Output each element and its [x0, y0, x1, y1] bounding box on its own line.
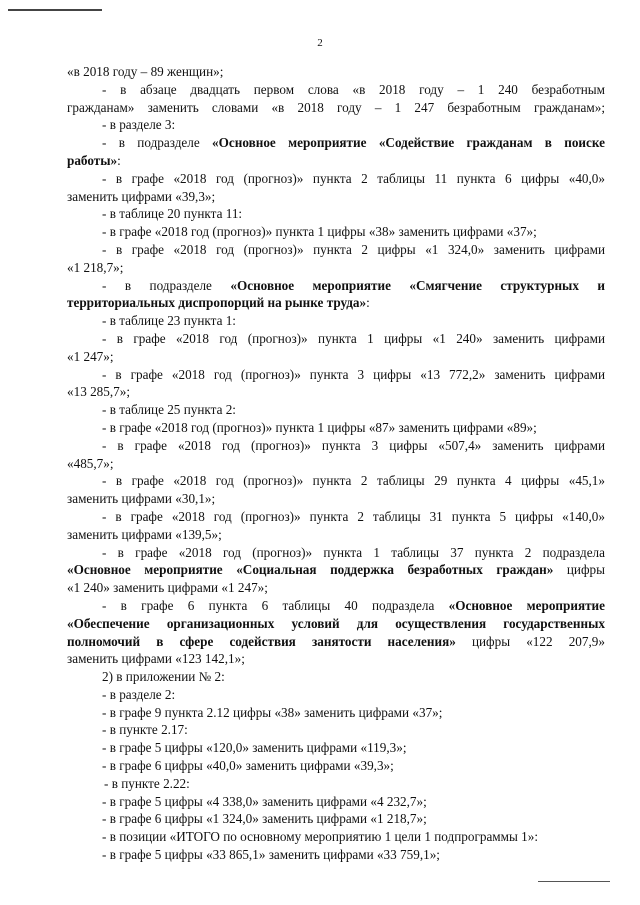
text-line: - в графе 5 цифры «4 338,0» заменить цифрами «4 232,7»;: [102, 793, 427, 809]
text-line: - в графе 5 цифры «33 865,1» заменить цифрами «33 759,1»;: [102, 847, 440, 863]
text-line: «1 218,7»;: [67, 259, 124, 275]
text-line: заменить цифрами «39,3»;: [67, 188, 216, 204]
bold-heading: территориальных диспропорций на рынке труда»: [67, 295, 367, 311]
text-line: - в графе 6 цифры «1 324,0» заменить цифрами «1 218,7»;: [102, 811, 427, 827]
text-line: гражданам» заменить словами «в 2018 году – 1 247 безработным гражданам»;: [67, 99, 605, 115]
text-line: «485,7»;: [67, 455, 114, 471]
text-line: 2) в приложении № 2:: [102, 669, 225, 685]
text-line: «в 2018 году – 89 женщин»;: [67, 64, 224, 79]
bold-heading: «Основное мероприятие «Смягчение структурных и: [230, 277, 605, 293]
bold-heading: «Основное мероприятие «Содействие гражданам в поиске: [212, 135, 606, 151]
text-line: - в графе «2018 год (прогноз)» пункта 2 таблицы 29 пункта 4 цифры «45,1»: [102, 473, 605, 489]
text-line: - в таблице 23 пункта 1:: [102, 313, 236, 329]
top-rule: [8, 9, 102, 11]
text-line: «Основное мероприятие «Социальная поддержка безработных граждан» цифры: [67, 562, 605, 578]
text-line: - в абзаце двадцать первом слова «в 2018 году – 1 240 безработным: [102, 81, 605, 97]
text-line: «1 247»;: [67, 348, 114, 364]
text-line: - в графе «2018 год (прогноз)» пункта 2 цифры «1 324,0» заменить цифрами: [102, 241, 605, 257]
text-line: - в графе «2018 год (прогноз)» пункта 1 цифры «38» заменить цифрами «37»;: [102, 224, 537, 240]
text-line: - в подразделе «Основное мероприятие «Содействие гражданам в поиске: [102, 135, 606, 151]
text-line: - в подразделе «Основное мероприятие «Смягчение структурных и: [102, 277, 605, 293]
text-line: - в графе «2018 год (прогноз)» пункта 1 таблицы 37 пункта 2 подраздела: [102, 544, 605, 560]
text-line: работы»:: [67, 152, 121, 168]
bold-heading: полномочий в сфере содействия занятости населения»: [67, 633, 456, 649]
bold-heading: работы»: [67, 152, 118, 168]
document-body: [67, 63, 605, 864]
text-line: - в пункте 2.22:: [104, 775, 190, 791]
text-line: территориальных диспропорций на рынке труда»:: [67, 295, 370, 311]
text-line: - в графе «2018 год (прогноз)» пункта 2 таблицы 31 пункта 5 цифры «140,0»: [102, 508, 605, 524]
text-line: - в графе «2018 год (прогноз)» пункта 3 цифры «507,4» заменить цифрами: [102, 437, 605, 453]
bold-heading: «Обеспечение организационных условий для осуществления государственных: [67, 615, 605, 631]
text-line: - в графе 6 цифры «40,0» заменить цифрами «39,3»;: [102, 758, 394, 774]
bold-heading: «Основное мероприятие «Социальная поддержка безработных граждан»: [67, 562, 554, 578]
text-line: - в графе 9 пункта 2.12 цифры «38» заменить цифрами «37»;: [102, 704, 443, 720]
page-number: 2: [317, 37, 323, 49]
text-line: полномочий в сфере содействия занятости населения» цифры «122 207,9»: [67, 633, 605, 649]
text-line: - в графе «2018 год (прогноз)» пункта 1 цифры «87» заменить цифрами «89»;: [102, 419, 537, 435]
text-line: - в разделе 3:: [102, 117, 176, 133]
text-line: - в графе «2018 год (прогноз)» пункта 2 таблицы 11 пункта 6 цифры «40,0»: [102, 170, 605, 186]
text-line: - в графе 6 пункта 6 таблицы 40 подраздела «Основное мероприятие: [102, 597, 606, 613]
text-line: заменить цифрами «30,1»;: [67, 491, 216, 507]
text-line: - в таблице 25 пункта 2:: [102, 402, 236, 418]
bottom-rule: [538, 881, 610, 882]
text-line: - в пункте 2.17:: [102, 722, 188, 738]
text-line: - в позиции «ИТОГО по основному мероприятию 1 цели 1 подпрограммы 1»:: [102, 829, 539, 845]
bold-heading: «Основное мероприятие: [448, 597, 606, 613]
text-line: - в таблице 20 пункта 11:: [102, 206, 243, 222]
text-line: заменить цифрами «123 142,1»;: [67, 651, 245, 667]
text-line: - в разделе 2:: [102, 686, 176, 702]
text-line: - в графе «2018 год (прогноз)» пункта 3 цифры «13 772,2» заменить цифрами: [102, 366, 605, 382]
text-line: «13 285,7»;: [67, 384, 131, 400]
text-line: - в графе «2018 год (прогноз)» пункта 1 цифры «1 240» заменить цифрами: [102, 330, 605, 346]
text-line: [67, 615, 605, 633]
text-line: - в графе 5 цифры «120,0» заменить цифрами «119,3»;: [102, 740, 407, 756]
text-line: заменить цифрами «139,5»;: [67, 526, 222, 542]
text-line: «1 240» заменить цифрами «1 247»;: [67, 580, 268, 596]
